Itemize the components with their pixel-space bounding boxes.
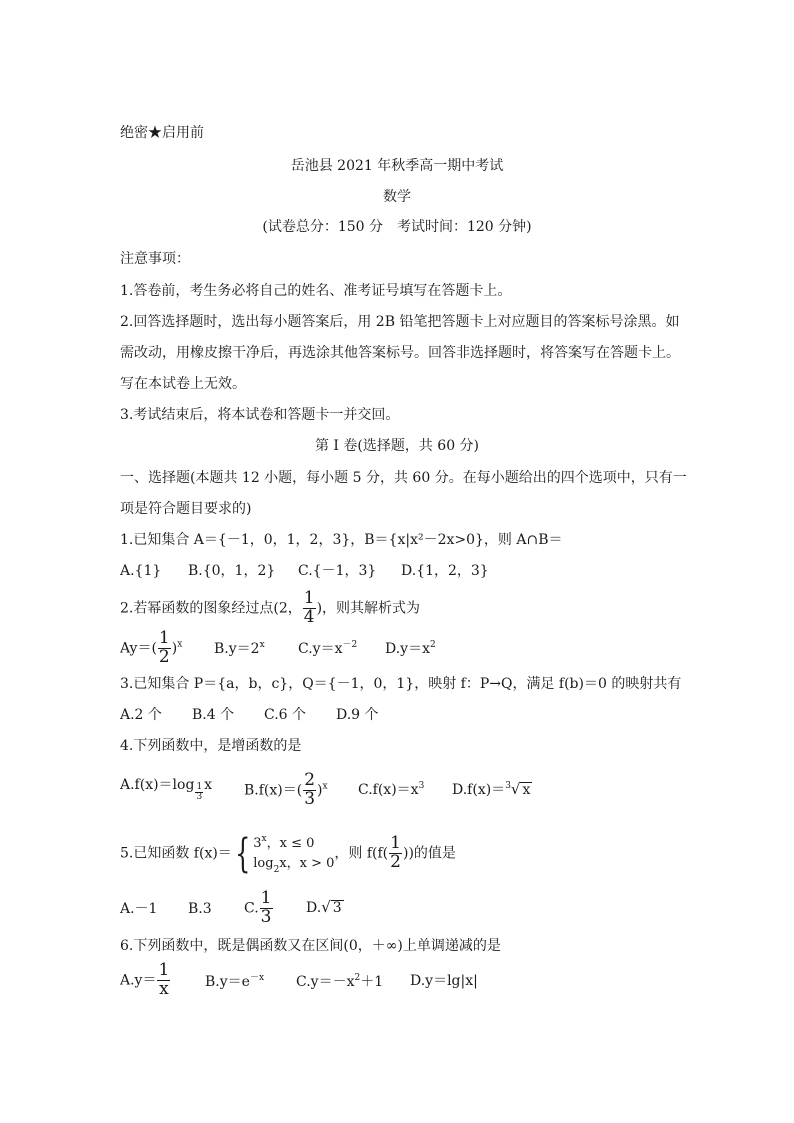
note-item-2-line-2: 需改动，用橡皮擦干净后，再选涂其他答案标号。回答非选择题时，将答案写在答题卡上。 bbox=[120, 345, 680, 361]
question-3-option-c: C.6 个 bbox=[264, 707, 307, 723]
question-5-option-c: C. $\frac{1}{3}$ bbox=[244, 888, 272, 927]
question-3-option-a: A.2 个 bbox=[120, 707, 162, 723]
question-3-option-d: D.9 个 bbox=[336, 707, 379, 723]
section-title: 第 I 卷(选择题，共 60 分) bbox=[314, 438, 480, 454]
radical-sign: √ bbox=[321, 898, 331, 916]
note-item-1: 1.答卷前，考生务必将自己的姓名、准考证号填写在答题卡上。 bbox=[120, 283, 512, 299]
question-6-stem: 6.下列函数中，既是偶函数又在区间(0，＋∞)上单调递减的是 bbox=[120, 938, 501, 954]
question-6-option-d: D.y＝lg|x| bbox=[410, 973, 478, 989]
question-2-stem: 2.若幂函数的图象经过点(2， $\frac{1}{4}$ )，则其解析式为 bbox=[120, 588, 421, 627]
question-1-option-d: D.{1，2，3} bbox=[401, 563, 489, 579]
question-4-stem: 4.下列函数中，是增函数的是 bbox=[120, 738, 302, 754]
question-6-option-c: $C.y=-x^2+1$ bbox=[296, 973, 384, 990]
piecewise-cases: 3$^x$，x ≤ 0 $\log_2x$，x > 0 bbox=[253, 834, 335, 876]
question-2-option-c: $C.y=x^{-2}$ bbox=[298, 640, 358, 657]
note-item-3: 3.考试结束后，将本试卷和答题卡一并交回。 bbox=[120, 407, 400, 423]
question-4-option-b: B.f(x)＝( $\frac{2}{3}$ )$^x$ bbox=[244, 770, 328, 809]
question-1-option-a: A.{1} bbox=[120, 563, 162, 579]
note-item-2-line-3: 写在本试卷上无效。 bbox=[120, 376, 246, 392]
question-4-option-d: D.f(x)＝$^3$√ x bbox=[452, 780, 531, 798]
exam-info: (试卷总分：150 分 考试时间：120 分钟) bbox=[262, 219, 532, 235]
piecewise-brace: { bbox=[234, 830, 251, 877]
question-4-option-c: $C.f(x)=x^3$ bbox=[358, 781, 425, 798]
question-2-option-a: Ay＝( $\frac{1}{2}$ )$^x$ bbox=[120, 628, 183, 667]
question-4-option-a: A.f(x)＝log $\frac{1}{3}$ x bbox=[120, 777, 213, 802]
point-fraction: $\frac{1}{4}$ bbox=[303, 588, 315, 627]
note-item-2-line-1: 2.回答选择题时，选出每小题答案后，用 2B 铅笔把答题卡上对应题目的答案标号涂黑。如 bbox=[120, 314, 680, 330]
question-5-stem: 5.已知函数 f(x)＝{ 3$^x$，x ≤ 0 $\log_2x$，x > 0 ，则 f(f( $\frac{1}{2}$ ))的值是 bbox=[120, 830, 456, 877]
secret-label: 绝密★启用前 bbox=[120, 125, 204, 141]
question-5-option-d: D.√ 3 bbox=[306, 898, 342, 916]
question-3-option-b: B.4 个 bbox=[192, 707, 235, 723]
log-base-fraction: $\frac{1}{3}$ bbox=[196, 781, 203, 802]
question-6-option-a: A.y＝ $\frac{1}{x}$ bbox=[120, 960, 170, 999]
radical-sign: √ bbox=[510, 780, 521, 798]
question-3-stem: 3.已知集合 P＝{a，b，c}，Q＝{－1，0，1}，映射 f：P→Q，满足 f(b)＝0 的映射共有 bbox=[120, 676, 682, 692]
question-1-stem: 1.已知集合 A＝{－1，0，1，2，3}，B＝{x|x²－2x>0}，则 A∩B＝ bbox=[120, 532, 563, 548]
notes-heading: 注意事项： bbox=[120, 251, 190, 267]
question-5-option-a: A.－1 bbox=[120, 901, 158, 917]
question-2-option-d: $D.y=x^2$ bbox=[385, 640, 436, 657]
subject-title: 数学 bbox=[383, 189, 411, 205]
question-5-option-b: B.3 bbox=[188, 901, 212, 917]
question-1-option-c: C.{－1，3} bbox=[298, 563, 377, 579]
question-2-option-b: $B.y=2^x$ bbox=[214, 640, 265, 657]
exam-title: 岳池县 2021 年秋季高一期中考试 bbox=[290, 158, 504, 174]
section-intro-line-1: 一、选择题(本题共 12 小题，每小题 5 分，共 60 分。在每小题给出的四个选项中，只有一 bbox=[120, 470, 687, 486]
question-1-option-b: B.{0，1，2} bbox=[188, 563, 276, 579]
question-6-option-b: $B.y=e^{-x}$ bbox=[205, 973, 265, 990]
section-intro-line-2: 项是符合题目要求的) bbox=[120, 501, 252, 517]
